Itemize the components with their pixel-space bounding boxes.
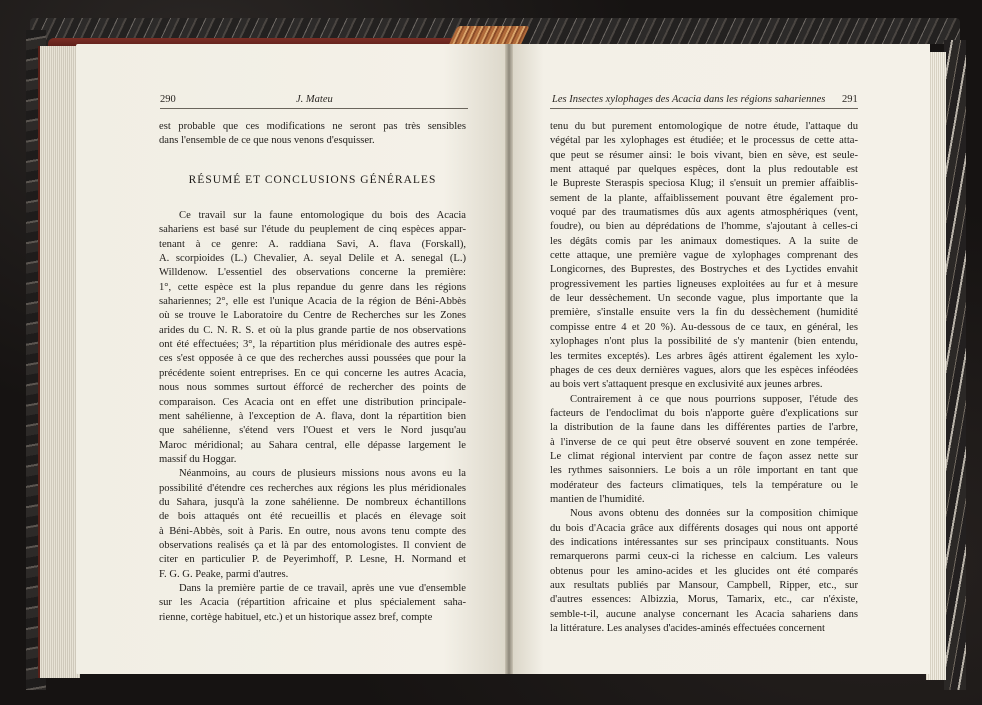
text-line: que sahélienne, s'étend vers l'Ouest et vers le Nord jusqu'au (159, 425, 466, 437)
text-line: du Sahara, jusqu'à la zone sahélienne. De nombreux échantillons (159, 496, 466, 508)
text-line: modérateur des facteurs climatiques, tels la température ou le (550, 479, 858, 491)
section-heading: RÉSUMÉ ET CONCLUSIONS GÉNÉRALES (188, 173, 437, 186)
right-running-head: Les Insectes xylophages des Acacia dans les régions sahariennes (552, 94, 826, 105)
text-line: Willdenow. L'essentiel des observations concerne la première: (159, 267, 466, 279)
text-line: sement de la plante, affaiblissement pouvant être également pro- (550, 192, 858, 204)
text-line: A. scorpioides (L.) Chevalier, A. seyal Delile et A. senegal (L.) (159, 253, 466, 265)
text-line: phages de ces deux dernières vagues, alors que les espèces inféodées (550, 364, 858, 376)
text-line: dans l'ensemble de ce que nous venons d'esquisser. (159, 135, 375, 147)
text-line: voqué par des traumatismes dûs aux agents atmosphériques (vent, (550, 207, 858, 219)
text-line: foudre), ou bien au déprédations de l'homme, s'ajoutant à celles-ci (550, 221, 858, 233)
text-line: rienne, cortège habituel, etc.) et un historique assez bref, compte (159, 611, 433, 623)
text-line: de leur dessèchement. Un seconde vague, plus importante que la (550, 293, 858, 305)
text-line: Longicornes, des Buprestes, des Bostryches et des Lyctides envahit (550, 264, 858, 276)
text-line: la littérature. Les analyses d'acides-aminés effectuées concernent (550, 623, 825, 635)
text-line: semble-t-il, aucune analyse concernant les Acacia sahariens dans (550, 608, 858, 620)
right-paragraph-1 (550, 120, 858, 393)
text-line: végétal par les xylophages est étudiée; et le processus de cette atta- (550, 135, 858, 147)
left-paragraph-1 (159, 209, 466, 467)
text-line: possibilité d'étendre ces recherches aux régions les plus méridionales (159, 482, 466, 494)
right-paragraph-2 (550, 393, 858, 508)
text-line: à l'inverse de ce qui peut être observé souvent en zone tempérée. (550, 436, 858, 448)
right-header-rule (550, 108, 858, 109)
text-line: de bois attaqués ont été recueillis et placés en élevage soit (159, 511, 466, 523)
left-page-number: 290 (160, 94, 176, 105)
text-line: Néanmoins, au cours de plusieurs missions nous avons eu la (179, 468, 466, 480)
text-line: sahariens est basé sur l'étude du peuplement de cinq espèces appar- (159, 224, 466, 236)
left-page-body (159, 120, 466, 625)
text-line: remarquerons parmi ceux-ci la richesse en calcium. Les valeurs (550, 551, 858, 563)
text-line: comparaison. Ces Acacia ont en effet une distribution principale- (159, 396, 466, 408)
text-line: F. G. G. Peake, parmi d'autres. (159, 568, 289, 580)
text-line: arides du C. N. R. S. et où la plus grande partie de nos observations (159, 324, 466, 336)
text-line: nous nous sommes surtout éfforcé de rechercher des points de (159, 382, 466, 394)
text-line: la distribution de la faune dans les différentes parties de l'arbre, (550, 422, 858, 434)
left-intro-paragraph (159, 120, 466, 149)
left-header-rule (160, 108, 468, 109)
left-paragraph-3 (159, 582, 466, 625)
marbled-cover-right (944, 40, 966, 690)
text-line: où se trouve le Laboratoire du Centre de Recherches sur les Zones (159, 310, 466, 322)
text-line: aux resultats publiés par Mansour, Campbell, Ripper, etc., sur (550, 580, 858, 591)
left-paragraph-2 (159, 467, 466, 582)
text-line: sur les Acacia (répartition africaine et plus spécialement saha- (159, 597, 466, 609)
text-line: à Béni-Abbès, soit à Paris. En outre, nous avons tenu compte des (159, 525, 466, 537)
text-line: sahariennes; 2°, elle est l'unique Acacia de la région de Béni-Abbès (159, 296, 466, 308)
text-line: mantien de l'humidité. (550, 493, 645, 505)
left-page-stack (38, 46, 80, 678)
text-line: tenu du but purement entomologique de notre étude, l'attaque du (550, 121, 858, 132)
text-line: le Bupreste Steraspis speciosa Klug; il s'ensuit un premier affaiblis- (550, 178, 858, 190)
text-line: cette attaque, une première vague de xylophages comprenant des (550, 250, 858, 262)
text-line: du bois d'Acacia grâce aux différents dosages qui nous ont apporté (550, 522, 858, 534)
text-line: xylophages n'ont plus la possibilité de s'y mantenir (bien entendu, (550, 336, 858, 348)
text-line: compisse entre 4 et 20 %). Au-dessous de ce taux, en général, les (550, 321, 858, 333)
text-line: première, s'installe ensuite vers la fin du dessèchement (humidité (550, 307, 858, 319)
text-line: les rythmes saisonniers. Le bois a un rôle important en tant que (550, 465, 858, 477)
text-line: que peut se résumer ainsi: le bois vivant, bien en sève, est seule- (550, 149, 858, 161)
text-line: au bois vert s'attaquent presque en exclusivité aux jeunes arbres. (550, 379, 823, 391)
text-line: les termites exceptés). Les arbres âgés attirent également les xylo- (550, 350, 858, 362)
right-page-body (550, 120, 858, 636)
text-line: Ce travail sur la faune entomologique du bois des Acacia (179, 210, 466, 222)
text-line: tenant à ce genre: A. raddiana Savi, A. flava (Forskall), (159, 238, 466, 250)
text-line: 1°, cette espèce est la plus repandue du genre dans les régions (159, 281, 466, 293)
text-line: ment attaqué par quelques espèces, dont la plus redoutable est (550, 164, 858, 176)
left-running-head: J. Mateu (296, 94, 333, 105)
text-line: obtenus pour les amino-acides et les glucides ont été comparés (550, 565, 858, 577)
text-line: ont été effectuées; 3°, la répartition plus méridionale des autres espè- (159, 339, 466, 351)
text-line: Maroc méridional; au Sahara central, elle dépasse largement le (159, 439, 466, 451)
text-line: massif du Hoggar. (159, 453, 237, 465)
text-line: Dans la première partie de ce travail, après une vue d'ensemble (179, 582, 466, 594)
right-page-number: 291 (842, 94, 858, 105)
book-gutter (505, 44, 513, 674)
text-line: observations realisés ça et là par des entomologistes. Il convient de (159, 539, 466, 551)
text-line: progressivement les parties ligneuses exploitées au fur et à mesure (550, 278, 858, 290)
text-line: facteurs de l'endoclimat du bois n'apporte guère d'explications sur (550, 407, 858, 419)
text-line: ment sahélienne, à l'exception de A. flava, dont la répartition bien (159, 410, 466, 422)
text-line: d'autres essences: Albizzia, Morus, Tamarix, etc., car n'éxiste, (550, 594, 858, 606)
text-line: ces s'est opposée à ce que des recherches aussi poussées que pour la (159, 353, 466, 365)
text-line: Le climat régional intervient par contre de façon assez nette sur (550, 450, 858, 462)
text-line: Nous avons obtenu des données sur la composition chimique (570, 508, 858, 520)
right-paragraph-3 (550, 507, 858, 636)
text-line: Contrairement à ce que nous pourrions supposer, l'étude des (570, 393, 858, 405)
text-line: les dégâts comis par les animaux domestiques. A la suite de (550, 235, 858, 247)
text-line: précédente soient entreprises. En ce qui concerne les autres Acacia, (159, 367, 466, 379)
text-line: est probable que ces modifications ne seront pas très sensibles (159, 121, 466, 132)
text-line: des indications intéressantes sur ses principaux constituants. Nous (550, 536, 858, 548)
text-line: citer en particulier P. de Peyerimhoff, P. Lesne, H. Normand et (159, 554, 466, 566)
